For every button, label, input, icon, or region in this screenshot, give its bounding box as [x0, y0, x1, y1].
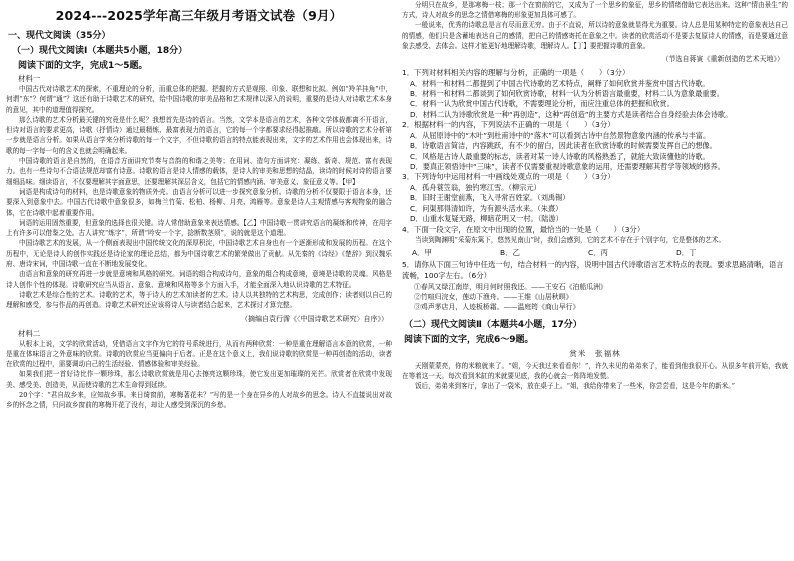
reading-instruction: 阅读下面的文字，完成6～9题。	[404, 334, 534, 345]
answer-option: B．材料一和材料二都谈到了如何欣赏诗歌，材料一认为分析语言最重要，材料二认为意象最重要。	[410, 89, 724, 99]
source-citation: （节选自蒋寅《重新创造的艺术天地》）	[661, 55, 784, 64]
paragraph: 中国诗歌艺术的发展，从一个侧面表现出中国传统文化的深厚积淀，中国诗歌艺术自身也有一个逐渐形成和发展的历程。在这个历程中，无论是诗人的创作实践还是诗论家的理论总结，都为中国诗歌艺术的繁荣做出了贡献。从先秦的《诗经》《楚辞》到汉魏乐府、唐诗宋词，中国诗歌一直在不断地发展变化。	[6, 239, 392, 269]
answer-option: C．问渠那得清如许，为有源头活水来。（朱熹）	[410, 203, 563, 213]
question-stem: 3．下列诗句中运用材料一中画线处观点的一项是（ ）（3分）	[402, 172, 615, 182]
page-title: 2024---2025学年高三年级月考语文试卷（9月）	[55, 8, 343, 23]
answer-option: A．甲	[412, 248, 432, 258]
paragraph: 词语的运用固然重要，但意象的选择也很关键。诗人常借助意象来表达情感。【乙】中国诗歌一贯讲究语言的凝练和传神，在用字上有许多可以借鉴之处。古人讲究“炼字”，所谓“吟安一个字，捻断数茎须”，说的就是这个道理。	[6, 218, 392, 238]
section-heading: （二）现代文阅读Ⅱ（本题共4小题，17分）	[404, 319, 582, 330]
question-stem: 1．下列对材料相关内容的理解与分析，正确的一项是（ ）（3分）	[402, 68, 630, 78]
paragraph: 从根本上说，文学的欣赏活动，凭借语言文字作为它的符号系统进行，从而有两种欣赏：一种是重在理解语言本意的欣赏，一种是重在体味语言之外意味的欣赏。诗歌的欣赏应当更偏向于后者。正是在这个意义上，我们说诗歌的欣赏是一种再创造的活动，读者在欣赏的过程中，需要调动自己的生活经验、情感体验和审美经验。	[6, 339, 392, 369]
answer-option: C．材料一认为欣赏中国古代诗歌，不需要理论分析，而应注重总体的把握和欣赏。	[410, 99, 674, 109]
answer-option: C．风格是古诗人最重要的标志，读者对某一诗人诗歌的风格熟悉了，就能大致读懂他的诗歌。	[410, 151, 710, 161]
subsection-heading: （一）现代文阅读Ⅰ（本题共5小题，18分）	[12, 46, 188, 56]
paragraph: 20个字：“君自故乡来，应知故乡事。来日绮窗前，寒梅著花未？”写的是一个身在异乡的人对故乡的思念。诗人不直接说出对故乡的怀念之情，只问故乡窗前的寒梅开花了没有，却让人感受到深沉的乡愁。	[6, 391, 392, 410]
answer-option: B．旧时王谢堂前燕，飞入寻常百姓家。（刘禹锡）	[410, 193, 570, 203]
paragraph: 那么诗歌的艺术分析最关键的究竟是什么呢？我想首先是诗的语言。当然，文学本是语言的艺术，各种文学体裁都离不开语言，但诗对语言的要求更高，诗歌（抒情诗）通过最精炼、最富表现力的语言，它的每一个字都要求经得起推敲。所以诗歌的艺术分析第一步就是语言分析。如果从语言学来分析诗歌的每一个文字，不但诗歌的语言的特点能表现出来，文字的艺术作用也会体现出来，诗歌的每一字每一句的含义也就会明确起来。	[6, 115, 392, 155]
question-stem: 2．根据材料一的内容，下列说法不正确的一项是（ ）（3分）	[402, 120, 615, 130]
paragraph: 分明只在故乡，是那寒梅一枝；那一个在窗前的它，又成为了一个思乡的象征，思乡的情绪借助它表达出来。这种“情由景生”的方式，诗人对故乡的思念之情借寒梅的形象更加具体可感了。	[402, 1, 788, 20]
answer-option: D．山重水复疑无路，柳暗花明又一村。（陆游）	[410, 214, 563, 224]
source-citation: （摘编自袁行霈《〈中国诗歌艺术研究〉自序》）	[241, 314, 388, 323]
answer-option: D．要真正领悟诗中“三味”，读者不仅需要重视诗歌意象的运用，还需要理解其哲学等领域的修养。	[410, 162, 725, 172]
paragraph: 饭后，弟弟来到客厅，拿出了一袋米，放在桌子上。“姐，我给你带来了一些米，你尝尝看，这是今年的新米。”	[415, 382, 735, 391]
right-column	[402, 0, 788, 561]
paragraph: 词语是构成诗句的材料，也是诗歌意象的物质外壳。由语言分析可以进一步探究意象分析。诗歌的分析不仅要限于语言本身，还要深入到意象中去。中国古代诗歌中意象很多，如梅兰竹菊、松柏、杨柳、月亮、鸿雁等。意象是诗人主观情感与客观物象的融合体，它在诗歌中起着重要作用。	[6, 187, 392, 217]
paragraph: 中国古代对诗歌艺术的探索，不重理论的分析，而重总体的把握。把握的方式是观照、印象、联想和比拟。例如“羚羊挂角”中，何谓“东”？何谓“通”？这还有助于诗歌艺术的研究，给中国诗歌的审美品格和艺术规律以深入的说明，重要的是诗人对诗歌艺术本身的意见，其中的道理值得探究。	[6, 85, 392, 114]
option-row	[412, 247, 788, 258]
answer-option: B．乙	[500, 248, 520, 258]
paragraph: 诗歌艺术是综合性的艺术。诗歌的艺术，等于诗人的艺术加读者的艺术。诗人以其独特的艺术构思，完成创作；读者则以自己的理解和感受，参与作品的再创造。诗歌艺术研究还应该将诗人与读者结合起来，艺术探讨才算完整。	[6, 290, 392, 310]
paragraph: 中国诗歌的语言是自然的，在语音方面讲究节奏与音韵的和谐之美等；在用词、造句方面讲究：凝练、新奇、规范、富有表现力。也有一些诗句不合语法规范却富有诗意。诗歌的语言是诗人情感的载体，是诗人的审美和思想的结晶，读诗的时候对诗的语言要细细品味。细读语言，不仅要理解其字面意思，还要理解其深层含义，包括它的情感内涵、审美意义、象征意义等。【甲】	[6, 157, 392, 186]
material-label: 材料二	[18, 328, 41, 338]
story-title: 赏米 张福林	[569, 348, 621, 358]
answer-option: C．丙	[588, 248, 608, 258]
poem-line: ①春风又绿江南岸，明月何时照我还。——王安石《泊船瓜洲》	[414, 282, 607, 291]
answer-option: B．诗歌语言简洁，内容跳跃，有不少的留白，因此读者在欣赏诗歌的时候需要发挥自己的想像。	[410, 141, 717, 151]
answer-option: A．孤舟蓑笠翁，独钓寒江雪。（柳宗元）	[410, 183, 541, 193]
paragraph: 一般说来，优秀的诗歌总是言有尽而意无穷。由于不直说，所以诗的意象就显得尤为重要。诗人总是用某种特定的意象表达自己的情感，他们只是含蓄地表达自己的感情，把自己的情感寄托在意象之中。读者的欣赏活动不是要去复原诗人的情感，而是要通过意象去感受、去体会。这样才能更好地理解诗歌，理解诗人。【丁】要把握诗歌的意象。	[402, 21, 788, 50]
answer-option: A．材料一和材料二都提到了中国古代诗歌的艺术特点，阐释了如何欣赏并鉴赏中国古代诗歌。	[410, 78, 710, 88]
paragraph: 由语言和意象的研究再进一步就是意境和风格的研究。词语的组合构成诗句，意象的组合构成意境，意境是诗歌的灵魂。风格是诗人创作个性的体现。诗歌研究应当从语言、意象、意境和风格等多个方面入手，才能全面深入地认识诗歌的艺术特征。	[6, 270, 392, 289]
section-heading: 一、现代文阅读（35分）	[8, 31, 111, 41]
answer-option: A．从屈原诗中的“木叶”到杜甫诗中的“落木”可以看到古诗中自然景物意象内涵的传承与丰富。	[410, 130, 711, 140]
paragraph: 天刚蒙蒙亮，你的米粮就来了。“姐，今天我过来看看你！”，许久未见的弟弟来了，能看到他我很开心。从很多年前开始，我就在等着这一天。每次看到米缸的米就要见底，我的心就会一阵阵地发慌。	[402, 361, 788, 381]
poem-line: ③鸡声茅店月，人迹板桥霜。——温庭筠《商山早行》	[414, 303, 580, 312]
reading-instruction: 阅读下面的文字，完成1～5题。	[18, 61, 148, 71]
question-quote: 当读到陶渊明“采菊东篱下，悠然见南山”时，我们会感到，它的艺术不存在于个别字句，它是整体的艺术。	[415, 236, 726, 245]
poem-line: ②竹喧归浣女，莲动下渔舟。——王维《山居秋暝》	[414, 293, 573, 302]
question-stem: 5．请你从下面三句诗中任选一句，结合材料一的内容，说明中国古代诗歌语言艺术特点的表现。要求思路清晰，语言流畅，100字左右。（6分）	[402, 260, 784, 281]
answer-option: D．材料二认为诗歌欣赏是一种“再创造”，这种“再创造”的主要方式是读者结合自身经验去体会诗歌。	[410, 109, 733, 119]
left-column	[6, 0, 392, 561]
question-stem: 4．下面一段文字，在原文中出现的位置，最恰当的一处是（ ）（3分）	[402, 224, 645, 234]
answer-option: D．丁	[676, 248, 697, 258]
paragraph: 如果我们把一首好诗比作一颗珍珠，那么诗歌欣赏就是用心去擦亮这颗珍珠，使它发出更加璀璨的光芒。欣赏者在欣赏中发现美、感受美、创造美，从而使诗歌的艺术生命得到延续。	[6, 370, 392, 389]
material-label: 材料一	[18, 74, 41, 83]
